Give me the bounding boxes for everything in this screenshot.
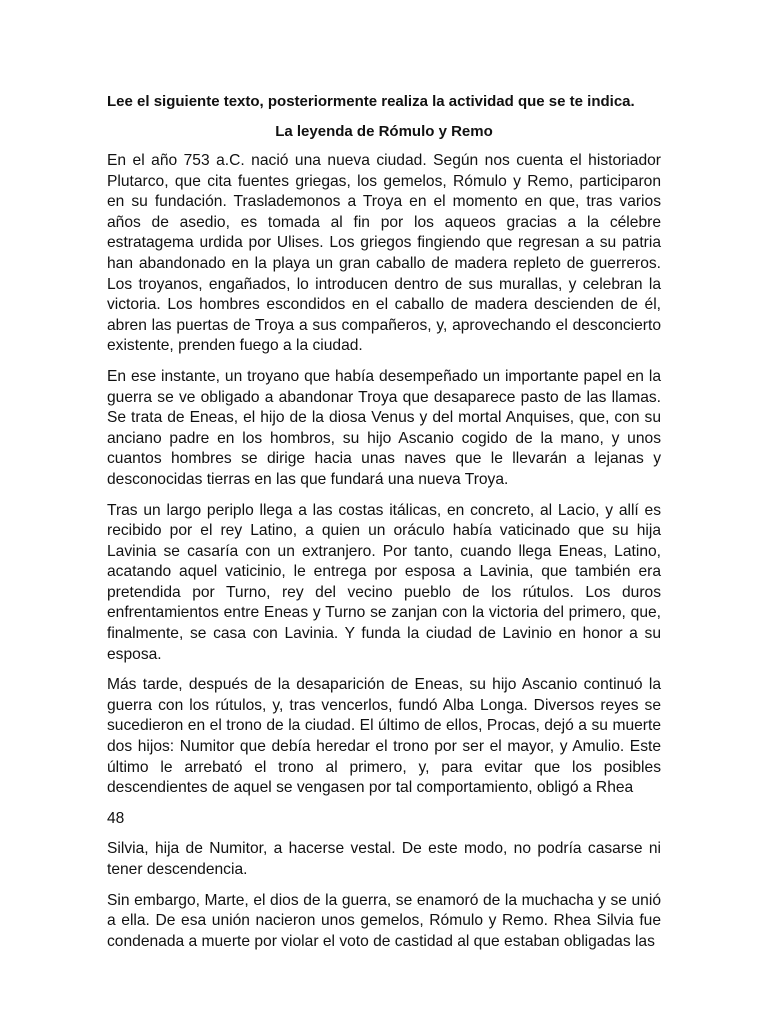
paragraph-3: Tras un largo periplo llega a las costas itálicas, en concreto, al Lacio, y allí es recibido por el rey Latino, a quien un oráculo había vaticinado que su hija Lavinia se casaría con un extranjero. Por tanto, cuando llega Eneas, Latino, acatando aquel vaticinio, le entrega por esposa a Lavinia, que también era pretendida por Turno, rey del vecino pueblo de los rútulos. Los duros enfrentamientos entre Eneas y Turno se zanjan con la victoria del primero, que, finalmente, se casa con Lavinia. Y funda la ciudad de Lavinio en honor a su esposa. xyxy=(107,501,661,663)
paragraph-6: Sin embargo, Marte, el dios de la guerra, se enamoró de la muchacha y se unió a ella. De esa unión nacieron unos gemelos, Rómulo y Remo. Rhea Silvia fue condenada a muerte por violar el voto de castidad al que estaban obligadas las xyxy=(107,891,661,950)
document-title: La leyenda de Rómulo y Remo xyxy=(275,123,493,140)
paragraph-1: En el año 753 a.C. nació una nueva ciudad. Según nos cuenta el historiador Plutarco, que cita fuentes griegas, los gemelos, Rómulo y Remo, participaron en su fundación. Traslademonos a Troya en el momento en que, tras varios años de asedio, es tomada al fin por los aqueos gracias a la célebre estratagema urdida por Ulises. Los griegos fingiendo que regresan a su patria han abandonado en la playa un gran caballo de madera repleto de guerreros. Los troyanos, engañados, lo introducen dentro de sus murallas, y celebran la victoria. Los hombres escondidos en el caballo de madera descienden de él, abren las puertas de Troya a sus compañeros, y, aprovechando el desconcierto existente, prenden fuego a la ciudad. xyxy=(107,152,661,355)
instruction-text: Lee el siguiente texto, posteriormente realiza la actividad que se te indica. xyxy=(107,93,635,110)
paragraph-5: Silvia, hija de Numitor, a hacerse vestal. De este modo, no podría casarse ni tener descendencia. xyxy=(107,840,661,878)
page-number: 48 xyxy=(107,809,125,827)
paragraph-4: Más tarde, después de la desaparición de Eneas, su hijo Ascanio continuó la guerra con los rútulos, y, tras vencerlos, fundó Alba Longa. Diversos reyes se sucedieron en el trono de la ciudad. El último de ellos, Procas, dejó a su muerte dos hijos: Numitor que debía heredar el trono por ser el mayor, y Amulio. Este último le arrebató el trono al primero, y, para evitar que los posibles descendientes de aquel se vengasen por tal comportamiento, obligó a Rhea xyxy=(107,676,661,797)
document-page xyxy=(107,92,661,962)
paragraph-2: En ese instante, un troyano que había desempeñado un importante papel en la guerra se ve obligado a abandonar Troya que desaparece pasto de las llamas. Se trata de Eneas, el hijo de la diosa Venus y del mortal Anquises, que, con su anciano padre en los hombros, su hijo Ascanio cogido de la mano, y unos cuantos hombres se dirige hacia unas naves que le llevarán a lejanas y desconocidas tierras en las que fundará una nueva Troya. xyxy=(107,367,661,488)
